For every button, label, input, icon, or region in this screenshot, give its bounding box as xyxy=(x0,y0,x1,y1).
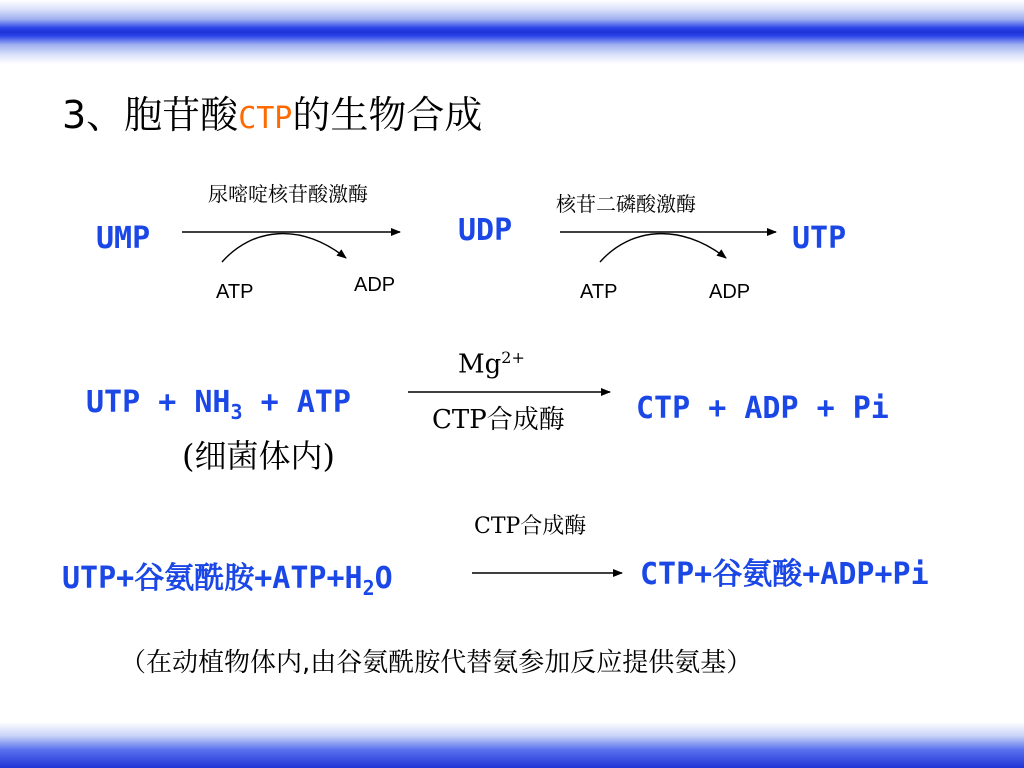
compound-udp: UDP xyxy=(458,213,513,248)
animal-plant-reactants-part2: O xyxy=(374,561,393,596)
bacteria-reactants xyxy=(86,385,351,424)
step1-enzyme: 尿嘧啶核苷酸激酶 xyxy=(208,182,368,206)
animal-plant-enzyme: CTP合成酶 xyxy=(474,514,587,539)
bacteria-reactants-subscript: 3 xyxy=(230,400,243,424)
compound-utp: UTP xyxy=(792,221,847,256)
step2-cofactor-curve xyxy=(600,234,726,262)
animal-plant-reactants-part1: UTP+谷氨酰胺+ATP+H xyxy=(62,561,363,596)
animal-plant-note: （在动植物体内,由谷氨酰胺代替氨参加反应提供氨基） xyxy=(120,648,753,678)
title-suffix: 的生物合成 xyxy=(292,93,483,137)
step1-adp: ADP xyxy=(354,274,396,296)
step2-atp: ATP xyxy=(580,281,618,303)
animal-plant-reactants-subscript: 2 xyxy=(362,576,375,600)
title-highlight: CTP xyxy=(238,101,293,136)
title-prefix: 3、胞苷酸 xyxy=(62,93,239,137)
compound-ump: UMP xyxy=(96,221,151,256)
step1-cofactor-curve xyxy=(222,234,346,262)
step1-atp: ATP xyxy=(216,281,254,303)
bacteria-reactants-part1: UTP + NH xyxy=(86,385,231,420)
step2-enzyme: 核苷二磷酸激酶 xyxy=(556,192,696,216)
step2-adp: ADP xyxy=(709,281,751,303)
bacteria-products: CTP + ADP + Pi xyxy=(636,391,889,426)
animal-plant-products: CTP+谷氨酸+ADP+Pi xyxy=(640,557,929,592)
bacteria-condition xyxy=(458,350,525,378)
animal-plant-reactants xyxy=(62,561,393,600)
bacteria-note: (细菌体内) xyxy=(182,437,335,475)
bacteria-condition-superscript: 2+ xyxy=(501,348,525,367)
bacteria-reactants-part2: + ATP xyxy=(242,385,351,420)
bacteria-enzyme: CTP合成酶 xyxy=(432,405,565,435)
bacteria-condition-base: Mg xyxy=(458,349,502,380)
